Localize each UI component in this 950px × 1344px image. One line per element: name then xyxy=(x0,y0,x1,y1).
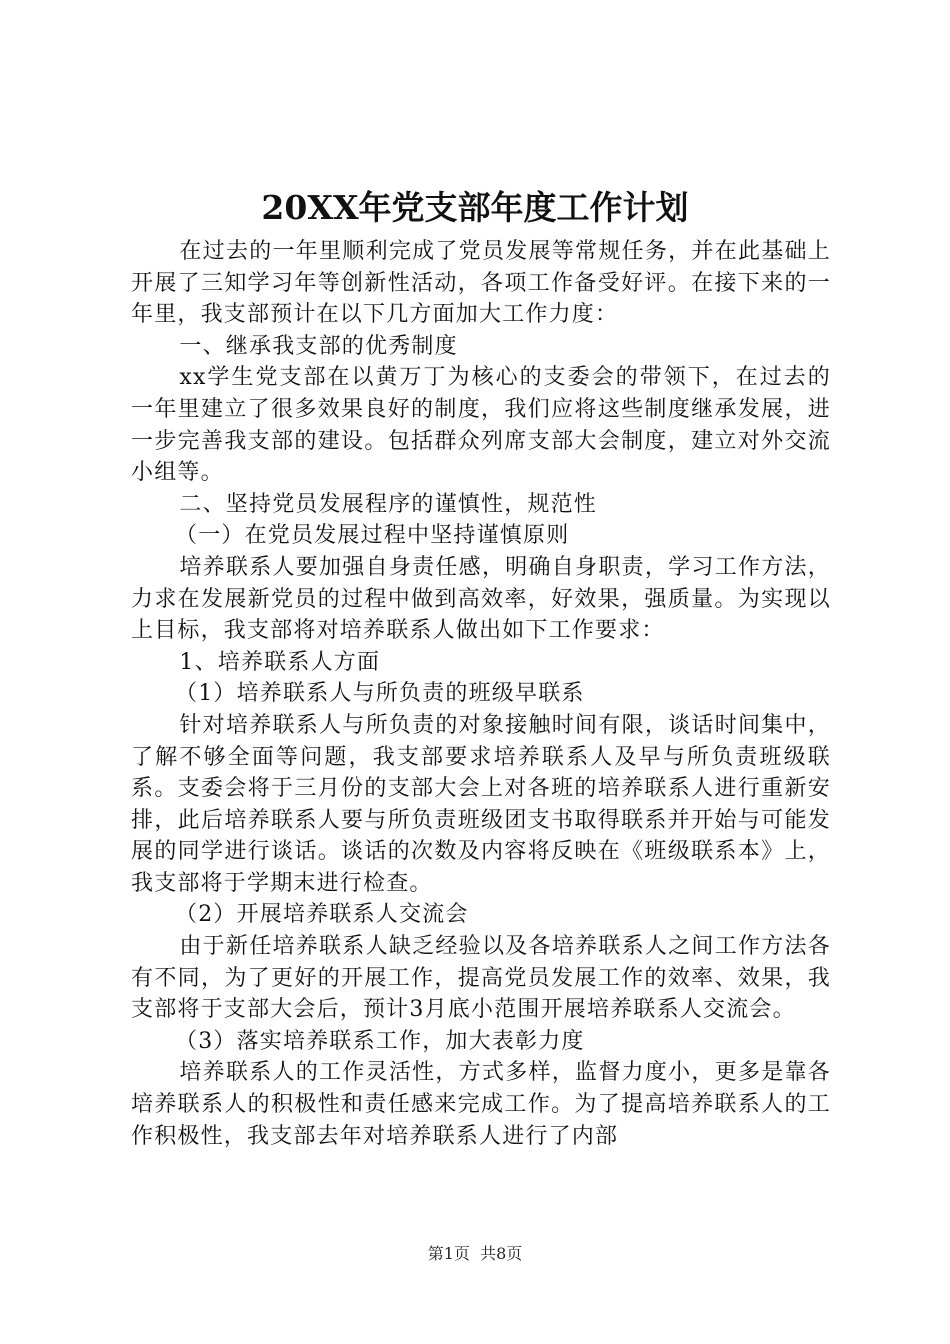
heading-point-3: （3）落实培养联系工作，加大表彰力度 xyxy=(175,1028,585,1054)
heading-subsection-1: （一）在党员发展过程中坚持谨慎原则 xyxy=(175,523,570,549)
document-title: 20XX年党支部年度工作计划 xyxy=(261,188,689,227)
paragraph-section-1: xx学生党支部在以黄万丁为核心的支委会的带领下，在过去的一年里建立了很多效果良好的制度，我们应将这些制度继承发展，进一步完善我支部的建设。包括群众列席支部大会制度，建立对外交流小组等。 xyxy=(131,365,831,486)
document-body xyxy=(131,236,831,1152)
heading-point-2: （2）开展培养联系人交流会 xyxy=(175,902,469,928)
heading-section-2: 二、坚持党员发展程序的谨慎性，规范性 xyxy=(179,491,597,517)
footer-spacer xyxy=(470,1244,480,1263)
paragraph-intro: 在过去的一年里顺利完成了党员发展等常规任务，并在此基础上开展了三知学习年等创新性活动，各项工作备受好评。在接下来的一年里，我支部预计在以下几方面加大工作力度： xyxy=(131,239,831,328)
heading-point-1: （1）培养联系人与所负责的班级早联系 xyxy=(175,681,585,707)
page-number: 第1页 xyxy=(427,1244,470,1263)
paragraph-point-2: 由于新任培养联系人缺乏经验以及各培养联系人之间工作方法各有不同，为了更好的开展工作，提高党员发展工作的效率、效果，我支部将于支部大会后，预计3月底小范围开展培养联系人交流会。 xyxy=(131,934,831,1023)
page-footer xyxy=(0,1244,950,1264)
page-total: 共8页 xyxy=(480,1244,523,1263)
paragraph-subsection-1: 培养联系人要加强自身责任感，明确自身职责，学习工作方法，力求在发展新党员的过程中做到高效率，好效果，强质量。为实现以上目标，我支部将对培养联系人做出如下工作要求： xyxy=(131,554,831,644)
heading-item-1: 1、培养联系人方面 xyxy=(179,649,381,675)
paragraph-point-1: 针对培养联系人与所负责的对象接触时间有限，谈话时间集中，了解不够全面等问题，我支部要求培养联系人及早与所负责班级联系。支委会将于三月份的支部大会上对各班的培养联系人进行重新安排，此后培养联系人要与所负责班级团支书取得联系并开始与可能发展的同学进行谈话。谈话的次数及内容将反映在《班级联系本》上，我支部将于学期末进行检查。 xyxy=(131,712,831,896)
heading-section-1: 一、继承我支部的优秀制度 xyxy=(179,333,458,359)
paragraph-point-3: 培养联系人的工作灵活性，方式多样，监督力度小，更多是靠各培养联系人的积极性和责任感来完成工作。为了提高培养联系人的工作积极性，我支部去年对培养联系人进行了内部 xyxy=(131,1060,831,1149)
